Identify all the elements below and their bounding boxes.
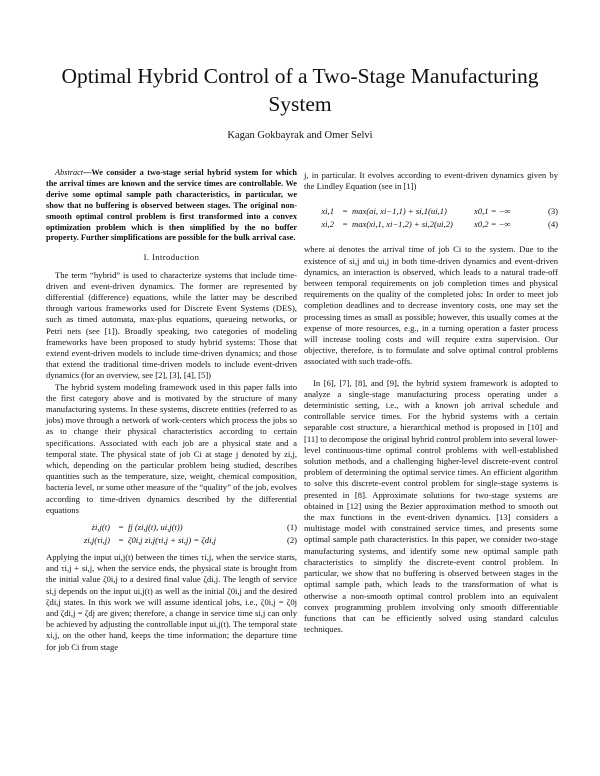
equation-4-rhs: max(xi,1, xi−1,2) + si,2(ui,2) <box>352 219 453 230</box>
equation-2 <box>46 535 297 548</box>
equation-3-rhs: max(ai, xi−1,1) + si,1(ui,1) <box>352 206 447 217</box>
right-paragraph-2: where ai denotes the arrival time of job Ci to the system. Due to the existence of si,j and ui,j in both time-driven dynamics and event-driven dynamics, an interaction is observed, which leads to a natural trade-off between temporal requirements on job completion times and physical requirements on the quality of the completed jobs: In order to meet job completion deadlines and to decrease inventory costs, one may set the processing times as small as possible; however, this usually comes at the expense of more resources, e.g., in a turning operation a faster process will increase tooling costs and will require extra supervision. Our objective, therefore, is to formulate and solve optimal control problems associated with such trade-offs. <box>304 244 558 367</box>
equations-1-2 <box>46 522 297 548</box>
equation-1-lhs: żi,j(t) <box>91 522 110 533</box>
equation-3-number: (3) <box>547 206 558 217</box>
equation-1 <box>46 522 297 535</box>
equation-3-init: x0,1 = −∞ <box>474 206 511 217</box>
equation-1-rhs: fj (zi,j(t), ui,j(t)) <box>128 522 183 533</box>
equation-2-op: = <box>118 535 124 546</box>
equation-1-op: = <box>118 522 124 533</box>
abstract-text: —We consider a two-stage serial hybrid system for which the arrival times are known and the service times are controllable. We derive some optimal sample path characteristics, in particular, we show that no buffering is observed between stages. The original non-smooth optimal control problem is first transformed into a convex optimization problem which is then simplified by the no buffer property. Further simplifications are possible for the bulk arrival case. <box>46 168 297 243</box>
intro-paragraph-2: The hybrid system modeling framework used in this paper falls into the first category above and is motivated by the structure of many manufacturing systems. In these systems, discrete entities (referred to as jobs) move through a network of work-centers which process the jobs so as to change their physical characteristics according to certain specifications. Associated with each job are a physical state and a temporal state. The physical state of job Ci at stage j denoted by zi,j, which, depending on the particular problem being studied, describes quantities such as the temperature, size, weight, chemical composition, bacteria level, or some other measure of the “quality” of the job, evolves according to time-driven dynamics described by the differential equations <box>46 381 297 515</box>
equation-4-init: x0,2 = −∞ <box>474 219 511 230</box>
equation-2-number: (2) <box>286 535 297 546</box>
paper-authors: Kagan Gokbayrak and Omer Selvi <box>227 130 373 141</box>
equation-3 <box>304 206 558 219</box>
equation-4-number: (4) <box>547 219 558 230</box>
abstract-lead: Abstract <box>55 168 84 177</box>
equation-2-lhs: zi,j(τi,j) <box>84 535 110 546</box>
abstract <box>46 168 297 244</box>
right-paragraph-1: j, in particular. It evolves according to event-driven dynamics given by the Lindley Equation (see in [1]) <box>304 170 558 192</box>
section-heading-introduction: I. Introduction <box>143 252 200 263</box>
equation-3-lhs: xi,1 <box>321 206 334 217</box>
equation-4 <box>304 219 558 232</box>
equation-4-lhs: xi,2 <box>321 219 334 230</box>
equation-3-op: = <box>342 206 348 217</box>
intro-paragraph-1: The term “hybrid” is used to characterize systems that include time-driven and event-driven dynamics. The former are represented by differential (difference) equations, while the latter may be described through various frameworks used for Discrete Event Systems (DES), such as timed automata, max-plus equations, queueing networks, or Petri nets (see [1]). Broadly speaking, two categories of modeling frameworks have been proposed to study hybrid systems: Those that extend event-driven models to include time-driven dynamics; and those that extend the traditional time-driven models to include event-driven dynamics (for an overview, see [2], [3], [4], [5]) <box>46 269 297 381</box>
right-column <box>304 170 558 635</box>
left-column <box>46 168 297 653</box>
equation-4-op: = <box>342 219 348 230</box>
paper-title: Optimal Hybrid Control of a Two-Stage Manufacturing System <box>61 64 539 116</box>
equation-1-number: (1) <box>286 522 297 533</box>
equations-3-4 <box>304 206 558 232</box>
intro-paragraph-3: Applying the input ui,j(t) between the times τi,j, when the service starts, and τi,j + si,j, when the service ends, the physical state is brought from the initial value ζ0i,j to a desired final value ζdi,j. The length of service si,j depends on the input ui,j(t) as well as the initial ζ0i,j and the desired ζdi,j states. In this work we will assume identical jobs, i.e., ζ0i,j = ζ0j and ζdi,j = ζdj are given; therefore, a change in service time si,j can only be achieved by adjusting the controllable input ui,j(t). The temporal state xi,j, on the other hand, keeps the time information; the departure time for job Ci from stage <box>46 552 297 652</box>
equation-2-rhs: ζ0i,j zi,j(τi,j + si,j) = ζdi,j <box>128 535 216 546</box>
right-paragraph-3: In [6], [7], [8], and [9], the hybrid system framework is adopted to analyze a single-stage manufacturing process operating under a deterministic setting, i.e., with a known job arrival schedule and controllable service times. For the hybrid systems with a certain separable cost structure, a hierarchical method is proposed in [10] and [11] to decompose the original hybrid control problem into several lower-level continuous-time optimal control problems with well-established solution methods, and a challenging higher-level discrete-event control problem of determining the optimal service times. An efficient algorithm to solve this discrete-event control problem for single-stage systems is presented in [8]. Approximate solutions for two-stage systems are obtained in [12] using the Bezier approximation method to smooth out the max functions in the event-driven dynamics. [13] considers a multistage model with constrained service times, and presents some optimal sample path characteristics. In this paper, we consider two-stage manufacturing systems, and identify some new optimal sample path characteristics to simplify the discrete-event control problem. In particular, we show that no buffering is observed between stages in the optimal sample path, which leads to the transformation of what is otherwise a non-smooth optimal control problem into an equivalent convex programming problem involving only smooth differentiable functions that can be efficiently solved using standard calculus techniques. <box>304 377 558 635</box>
